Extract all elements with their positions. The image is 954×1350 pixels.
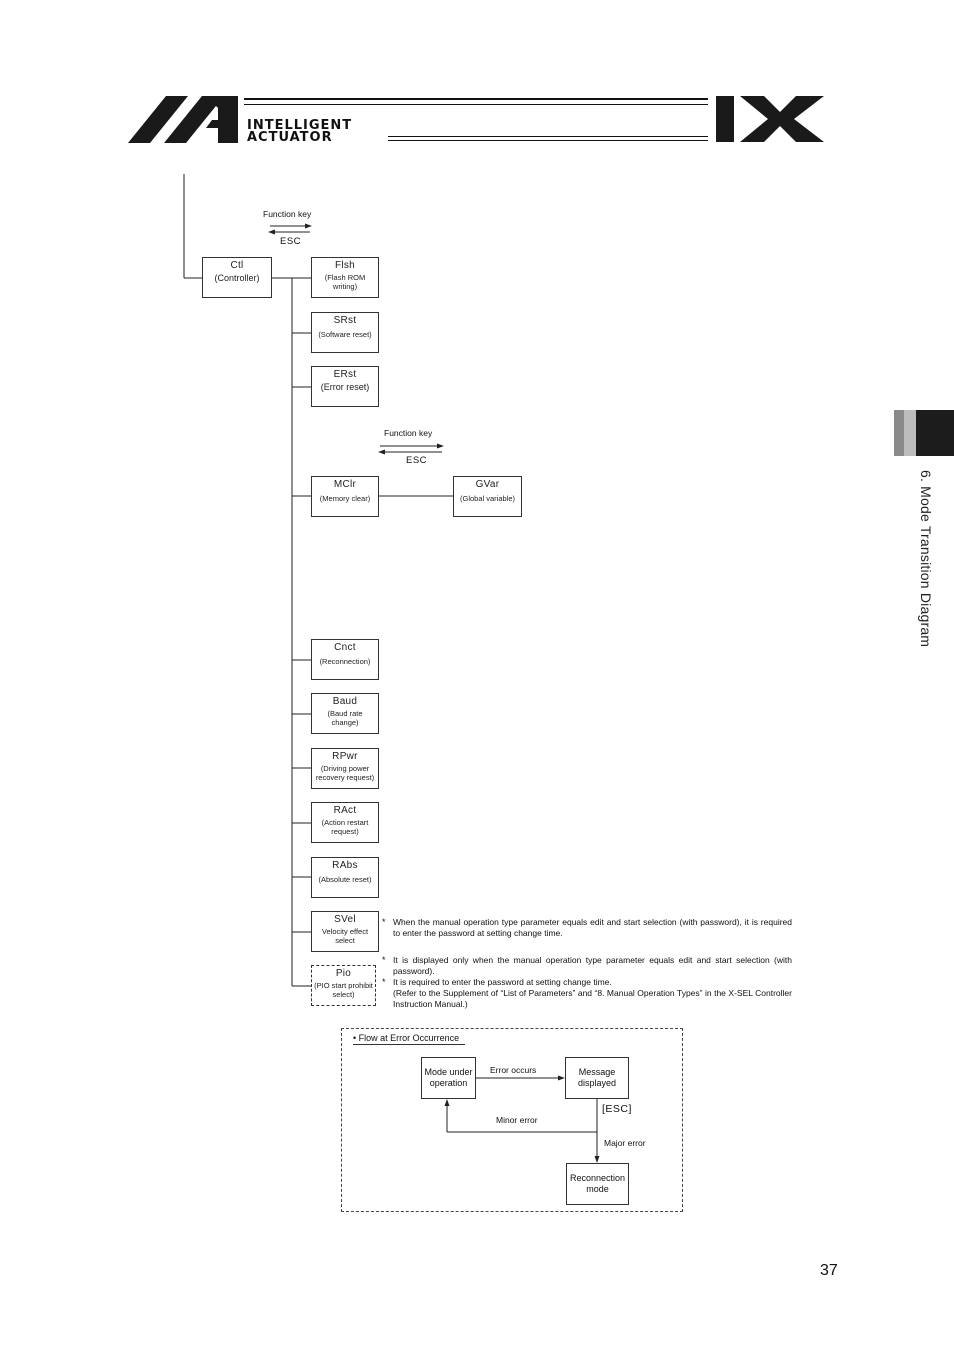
note3b-text: (Refer to the Supplement of “List of Parameters” and “8. Manual Operation Types” in the X-SEL Controller Instruction Manual.) [393, 988, 792, 1009]
svel-code: SVel [334, 914, 356, 925]
srst-desc: (Software reset) [318, 330, 372, 339]
message-displayed-box [565, 1057, 629, 1099]
cnct-desc: (Reconnection) [319, 657, 371, 666]
mid-esc-label: ESC [406, 455, 428, 466]
note3-star: * [382, 977, 386, 987]
message-displayed-label: Message displayed [577, 1067, 617, 1088]
ctl-code: Ctl [230, 260, 244, 271]
note1-star: * [382, 917, 386, 927]
error-flow-title: • Flow at Error Occurrence [353, 1033, 465, 1045]
esc-bracket-label: [ESC] [602, 1103, 632, 1115]
ract-desc: (Action restart request) [321, 818, 369, 836]
mclr-box [311, 476, 379, 517]
ctl-controller-box [202, 257, 272, 298]
side-tab-label: 6. Mode Transition Diagram [918, 470, 934, 648]
svel-box [311, 911, 379, 952]
brand-line1: INTELLIGENT [247, 118, 353, 133]
gvar-code: GVar [475, 479, 500, 490]
error-occurs-label: Error occurs [490, 1065, 537, 1075]
rabs-box [311, 857, 379, 898]
minor-error-label: Minor error [496, 1115, 538, 1125]
rabs-desc: (Absolute reset) [318, 875, 372, 884]
cnct-box [311, 639, 379, 680]
note2-text: It is displayed only when the manual operation type parameter equals edit and start selection (with password). [393, 955, 792, 976]
pio-code: Pio [335, 968, 352, 979]
srst-box [311, 312, 379, 353]
mid-function-key-label: Function key [384, 428, 433, 438]
pio-desc: (PIO start prohibit select) [314, 981, 373, 999]
rpwr-desc: (Driving power recovery request) [315, 764, 375, 782]
rabs-code: RAbs [332, 860, 358, 871]
brand-line2: ACTUATOR [247, 130, 333, 145]
ctl-desc: (Controller) [214, 273, 260, 283]
baud-code: Baud [332, 696, 358, 707]
baud-box [311, 693, 379, 734]
reconnection-mode-box [566, 1163, 629, 1205]
flsh-code: Flsh [334, 260, 356, 271]
flsh-desc: (Flash ROM writing) [324, 273, 366, 291]
mclr-code: MClr [333, 479, 357, 490]
flsh-box [311, 257, 379, 298]
rpwr-box [311, 748, 379, 789]
srst-code: SRst [333, 315, 357, 326]
mode-under-operation-box [421, 1057, 476, 1099]
erst-desc: (Error reset) [320, 382, 370, 392]
top-esc-label: ESC [280, 236, 302, 247]
gvar-box [453, 476, 522, 517]
rpwr-code: RPwr [332, 751, 358, 762]
gvar-desc: (Global variable) [459, 494, 516, 503]
reconnection-mode-label: Reconnection mode [569, 1173, 626, 1194]
top-function-key-label: Function key [263, 209, 312, 219]
pio-box [311, 965, 376, 1006]
mclr-desc: (Memory clear) [319, 494, 371, 503]
svel-desc: Velocity effect select [321, 927, 369, 945]
major-error-label: Major error [604, 1138, 646, 1148]
note2-star: * [382, 955, 386, 965]
note1-text: When the manual operation type parameter equals edit and start selection (with password), it is required to enter the password at setting change time. [393, 917, 792, 938]
mode-under-operation-label: Mode under operation [424, 1067, 473, 1088]
cnct-code: Cnct [334, 642, 356, 653]
page-number: 37 [820, 1262, 838, 1279]
erst-code: ERst [333, 369, 357, 380]
erst-box [311, 366, 379, 407]
baud-desc: (Baud rate change) [327, 709, 363, 727]
ract-box [311, 802, 379, 843]
ract-code: RAct [333, 805, 357, 816]
note3-text: It is required to enter the password at setting change time. [393, 977, 612, 987]
